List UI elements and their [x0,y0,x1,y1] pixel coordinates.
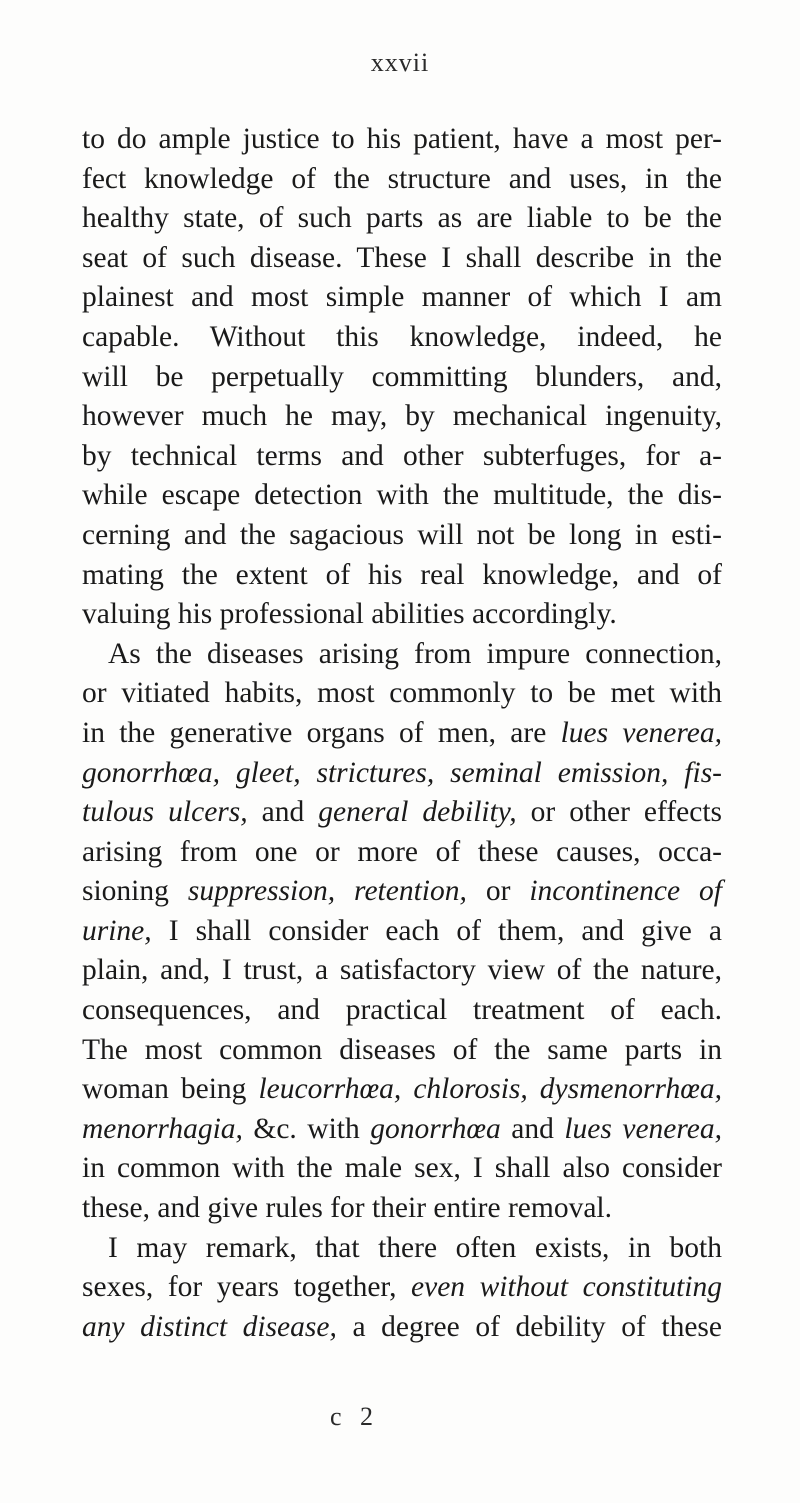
italic-text: incontinence of [529,875,722,908]
text-line [82,674,722,714]
text-span: while escape detection with the multitude, the dis- [82,479,722,512]
text-span: a degree of debility of these [336,1310,722,1343]
text-line [82,754,722,794]
text-span: however much he may, by mechanical ingenuity, [82,400,722,433]
text-span: or vitiated habits, most commonly to be met with [82,677,722,710]
text-line [82,556,722,596]
text-line [82,476,722,516]
text-span: I shall consider each of them, and give a [151,914,722,947]
text-span: mating the extent of his real knowledge, and of [82,558,722,591]
text-line [82,1110,722,1150]
text-line [82,595,722,635]
italic-text: leucorrhœa, chlorosis, dysmenorrhœa, [258,1073,722,1106]
text-line [82,358,722,398]
text-span: by technical terms and other subterfuges, for a- [82,439,722,472]
text-line [82,793,722,833]
page-number: xxvii [370,48,430,77]
text-line [82,160,722,200]
text-line [82,120,722,160]
text-line [82,1149,722,1189]
text-span: in the generative organs of men, are [82,716,561,749]
text-span: cerning and the sagacious will not be long in esti- [82,518,722,551]
text-line [82,239,722,279]
text-line [82,397,722,437]
italic-text: tulous ulcers, [82,796,248,829]
text-span: woman being [82,1073,259,1106]
italic-text: gonorrhœa, gleet, strictures, seminal emission, fis- [82,756,722,789]
text-span: plain, and, I trust, a satisfactory view of the nature, [82,954,722,987]
text-line [82,951,722,991]
italic-text: suppression, retention, [187,875,467,908]
italic-text: general debility, [318,796,517,829]
italic-text: lues venerea, [560,716,722,749]
text-span: capable. Without this knowledge, indeed, he [82,320,722,353]
italic-text: gonorrhœa [370,1112,501,1145]
text-line [82,912,722,952]
text-span: healthy state, of such parts as are liable to be the [82,202,722,235]
text-line [82,437,722,477]
text-span: seat of such disease. These I shall describe in the [82,241,722,274]
italic-text: urine, [82,914,152,947]
text-span: I may remark, that there often exists, in both [108,1231,722,1264]
text-span: fect knowledge of the structure and uses, in the [82,162,722,195]
text-span: or [466,875,530,908]
text-span: and [247,796,319,829]
text-line [82,516,722,556]
text-span: will be perpetually committing blunders, and, [82,360,722,393]
italic-text: lues venerea, [564,1112,722,1145]
text-line [82,1189,722,1229]
text-line [82,991,722,1031]
text-line [82,714,722,754]
text-span: consequences, and practical treatment of each. [82,994,722,1027]
text-line [82,833,722,873]
italic-text: any distinct disease, [82,1310,337,1343]
text-span: sexes, for years together, [82,1271,412,1304]
text-span: these, and give rules for their entire removal. [82,1192,612,1225]
text-line [82,1031,722,1071]
text-line [82,278,722,318]
text-span: and [500,1112,565,1145]
text-span: sioning [82,875,188,908]
text-span: to do ample justice to his patient, have a most per- [82,123,722,155]
text-line [82,635,722,675]
text-span: &c. with [242,1112,371,1145]
body-text [82,120,722,1347]
text-line [82,1070,722,1110]
text-line [82,318,722,358]
text-span: or other effects [516,796,723,829]
text-line [82,872,722,912]
italic-text: even without constituting [411,1271,722,1304]
text-line [82,1268,722,1308]
text-span: As the diseases arising from impure connection, [108,637,722,670]
text-span: plainest and most simple manner of which I am [82,281,722,314]
text-span: The most common diseases of the same parts in [82,1033,722,1066]
text-span: in common with the male sex, I shall also consider [82,1152,722,1185]
text-line [82,199,722,239]
text-line [82,1229,722,1269]
italic-text: menorrhagia, [82,1112,243,1145]
text-line [82,1308,722,1348]
text-span: arising from one or more of these causes, occa- [82,835,722,868]
signature-mark: c 2 [330,1402,380,1431]
text-span: valuing his professional abilities accordingly. [82,598,617,631]
